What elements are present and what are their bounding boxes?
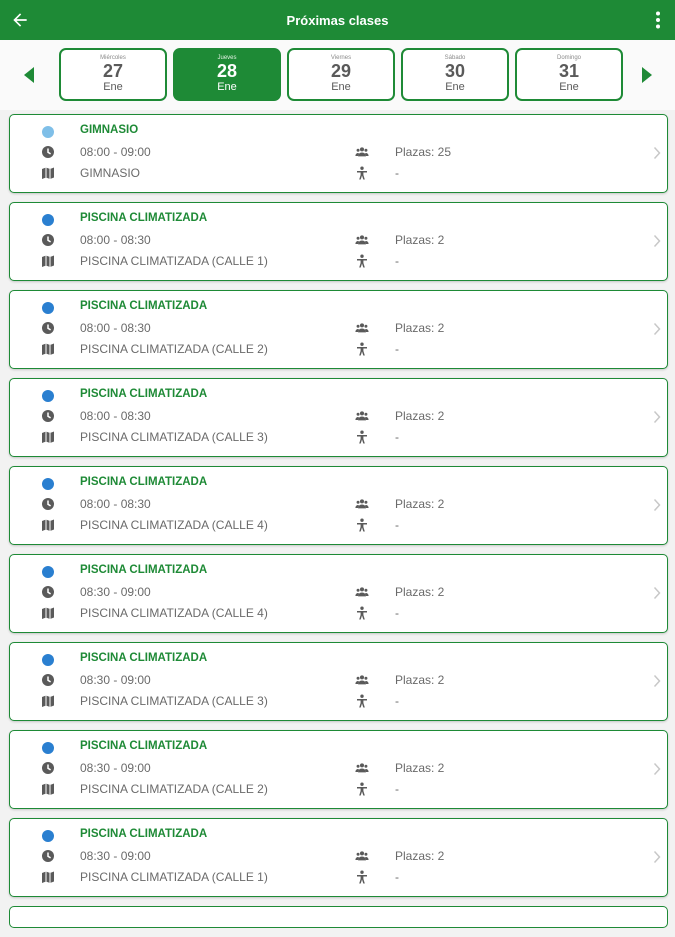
people-icon xyxy=(355,321,369,335)
day-chip-29[interactable] xyxy=(287,48,395,101)
people-icon xyxy=(355,497,369,511)
class-instructor: - xyxy=(395,430,399,444)
class-card[interactable] xyxy=(9,378,668,457)
class-card[interactable] xyxy=(9,642,668,721)
class-time: 08:00 - 08:30 xyxy=(80,233,151,247)
app-bar xyxy=(0,0,675,40)
class-name: PISCINA CLIMATIZADA xyxy=(80,740,208,752)
class-location: PISCINA CLIMATIZADA (CALLE 4) xyxy=(80,518,268,532)
day-chip-28[interactable] xyxy=(173,48,281,101)
people-icon xyxy=(355,409,369,423)
clock-icon xyxy=(41,585,55,599)
map-icon xyxy=(41,342,55,356)
class-color-dot xyxy=(42,566,54,578)
person-icon xyxy=(355,518,369,532)
class-time: 08:30 - 09:00 xyxy=(80,761,151,775)
class-name: PISCINA CLIMATIZADA xyxy=(80,652,208,664)
class-color-dot xyxy=(42,126,54,138)
date-selector xyxy=(0,40,675,110)
class-card[interactable] xyxy=(9,290,668,369)
class-name: PISCINA CLIMATIZADA xyxy=(80,564,208,576)
people-icon xyxy=(355,849,369,863)
class-location: PISCINA CLIMATIZADA (CALLE 4) xyxy=(80,606,268,620)
class-color-dot xyxy=(42,654,54,666)
people-icon xyxy=(355,145,369,159)
person-icon xyxy=(355,430,369,444)
person-icon xyxy=(355,870,369,884)
clock-icon xyxy=(41,233,55,247)
day-number: 28 xyxy=(216,61,238,81)
map-icon xyxy=(41,166,55,180)
class-time: 08:30 - 09:00 xyxy=(80,673,151,687)
class-places: Plazas: 2 xyxy=(395,321,445,335)
map-icon xyxy=(41,694,55,708)
class-color-dot xyxy=(42,302,54,314)
class-location: PISCINA CLIMATIZADA (CALLE 3) xyxy=(80,694,268,708)
class-name: GIMNASIO xyxy=(80,124,139,136)
next-days-icon[interactable] xyxy=(640,66,654,84)
person-icon xyxy=(355,694,369,708)
class-time: 08:00 - 08:30 xyxy=(80,497,151,511)
class-places: Plazas: 2 xyxy=(395,409,445,423)
chevron-right-icon xyxy=(653,498,661,512)
chevron-right-icon xyxy=(653,850,661,864)
class-card[interactable] xyxy=(9,202,668,281)
more-vert-icon[interactable] xyxy=(651,10,665,30)
class-time: 08:30 - 09:00 xyxy=(80,585,151,599)
class-name: PISCINA CLIMATIZADA xyxy=(80,300,208,312)
arrow-left-icon[interactable] xyxy=(10,10,30,30)
day-month: Ene xyxy=(445,81,465,93)
class-places: Plazas: 2 xyxy=(395,673,445,687)
class-color-dot xyxy=(42,742,54,754)
class-location: PISCINA CLIMATIZADA (CALLE 1) xyxy=(80,254,268,268)
class-places: Plazas: 2 xyxy=(395,585,445,599)
class-name: PISCINA CLIMATIZADA xyxy=(80,828,208,840)
class-color-dot xyxy=(42,390,54,402)
people-icon xyxy=(355,233,369,247)
day-number: 31 xyxy=(558,61,580,81)
people-icon xyxy=(355,673,369,687)
day-number: 29 xyxy=(330,61,352,81)
chevron-right-icon xyxy=(653,586,661,600)
class-location: PISCINA CLIMATIZADA (CALLE 3) xyxy=(80,430,268,444)
chevron-right-icon xyxy=(653,146,661,160)
clock-icon xyxy=(41,673,55,687)
clock-icon xyxy=(41,761,55,775)
class-places: Plazas: 2 xyxy=(395,233,445,247)
day-month: Ene xyxy=(331,81,351,93)
class-places: Plazas: 2 xyxy=(395,849,445,863)
class-instructor: - xyxy=(395,166,399,180)
class-card[interactable] xyxy=(9,554,668,633)
class-location: PISCINA CLIMATIZADA (CALLE 2) xyxy=(80,342,268,356)
class-location: PISCINA CLIMATIZADA (CALLE 2) xyxy=(80,782,268,796)
day-month: Ene xyxy=(217,81,237,93)
chevron-right-icon xyxy=(653,674,661,688)
map-icon xyxy=(41,870,55,884)
map-icon xyxy=(41,606,55,620)
chevron-right-icon xyxy=(653,762,661,776)
people-icon xyxy=(355,585,369,599)
class-instructor: - xyxy=(395,254,399,268)
class-time: 08:00 - 09:00 xyxy=(80,145,151,159)
class-places: Plazas: 2 xyxy=(395,497,445,511)
day-name: Domingo xyxy=(556,55,581,61)
day-name: Viernes xyxy=(330,55,352,61)
class-name: PISCINA CLIMATIZADA xyxy=(80,212,208,224)
day-number: 27 xyxy=(102,61,124,81)
class-card-partial[interactable] xyxy=(9,906,668,928)
map-icon xyxy=(41,518,55,532)
class-color-dot xyxy=(42,478,54,490)
class-card[interactable] xyxy=(9,818,668,897)
day-chip-30[interactable] xyxy=(401,48,509,101)
class-places: Plazas: 2 xyxy=(395,761,445,775)
day-chip-31[interactable] xyxy=(515,48,623,101)
map-icon xyxy=(41,254,55,268)
clock-icon xyxy=(41,409,55,423)
class-color-dot xyxy=(42,830,54,842)
class-places: Plazas: 25 xyxy=(395,145,452,159)
class-card[interactable] xyxy=(9,466,668,545)
map-icon xyxy=(41,430,55,444)
class-location: GIMNASIO xyxy=(80,166,141,180)
class-instructor: - xyxy=(395,782,399,796)
class-time: 08:30 - 09:00 xyxy=(80,849,151,863)
class-instructor: - xyxy=(395,694,399,708)
clock-icon xyxy=(41,849,55,863)
chevron-right-icon xyxy=(653,234,661,248)
class-time: 08:00 - 08:30 xyxy=(80,321,151,335)
class-instructor: - xyxy=(395,870,399,884)
class-location: PISCINA CLIMATIZADA (CALLE 1) xyxy=(80,870,268,884)
clock-icon xyxy=(41,145,55,159)
day-name: Miércoles xyxy=(100,55,126,61)
chevron-right-icon xyxy=(653,410,661,424)
class-instructor: - xyxy=(395,606,399,620)
person-icon xyxy=(355,782,369,796)
day-number: 30 xyxy=(444,61,466,81)
class-color-dot xyxy=(42,214,54,226)
people-icon xyxy=(355,761,369,775)
day-chip-27[interactable] xyxy=(59,48,167,101)
class-card[interactable] xyxy=(9,114,668,193)
day-month: Ene xyxy=(103,81,123,93)
class-name: PISCINA CLIMATIZADA xyxy=(80,388,208,400)
day-month: Ene xyxy=(559,81,579,93)
day-name: Jueves xyxy=(217,55,237,61)
clock-icon xyxy=(41,497,55,511)
class-card[interactable] xyxy=(9,730,668,809)
page-title: Próximas clases xyxy=(286,12,389,28)
class-list xyxy=(9,114,668,937)
class-time: 08:00 - 08:30 xyxy=(80,409,151,423)
clock-icon xyxy=(41,321,55,335)
person-icon xyxy=(355,342,369,356)
chevron-right-icon xyxy=(653,322,661,336)
class-instructor: - xyxy=(395,518,399,532)
class-instructor: - xyxy=(395,342,399,356)
class-name: PISCINA CLIMATIZADA xyxy=(80,476,208,488)
previous-days-icon[interactable] xyxy=(22,66,36,84)
person-icon xyxy=(355,254,369,268)
person-icon xyxy=(355,606,369,620)
person-icon xyxy=(355,166,369,180)
day-name: Sábado xyxy=(444,55,466,61)
map-icon xyxy=(41,782,55,796)
day-list xyxy=(59,48,623,101)
